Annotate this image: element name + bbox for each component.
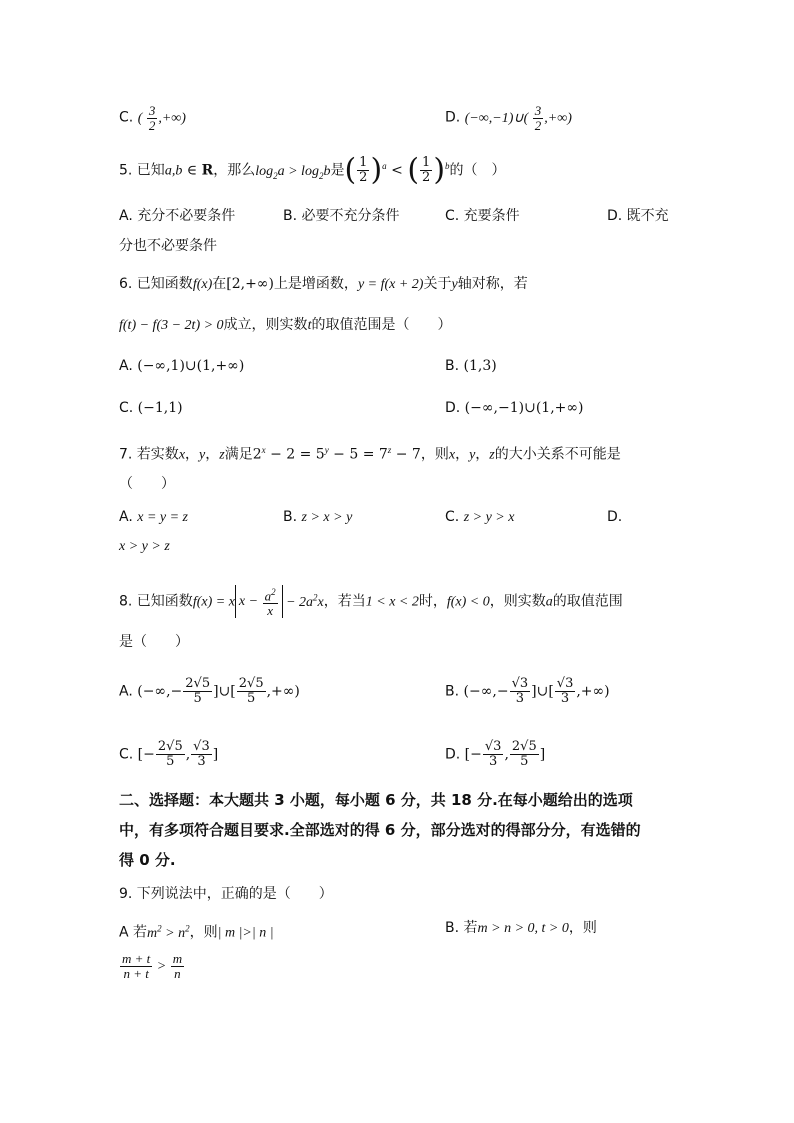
q6-option-c: C. (−1,1) (119, 400, 183, 416)
section2-heading-line2: 中，有多项符合题目要求.全部选对的得 6 分，部分选对的得部分分，有选错的 (119, 821, 641, 839)
q7-option-a: A. x = y = z (119, 509, 189, 525)
q8-option-d: D. [− $\frac{√3}{3}$ , $\frac{2√5}{5}$ ] (445, 739, 546, 769)
q5-option-d: D. 既不充 (607, 208, 669, 224)
q9-option-a: A 若$m^2 > n^2$，则| m |>| n | (119, 923, 274, 941)
q8-stem: 8. 已知函数f(x) = x x − $\frac{a^2}{x}$ − $2a^2x$，若当1 < x < 2时，f(x) < 0，则实数a的取值范围 (119, 587, 623, 619)
q7-option-d-value: x > y > z (119, 539, 170, 554)
section2-heading-line3: 得 0 分. (119, 851, 176, 869)
q4-option-c: C. ( $\frac{3}{2}$ ,+∞) (119, 103, 186, 133)
q4-option-d: D. (−∞,−1)∪( $\frac{3}{2}$ ,+∞) (445, 103, 572, 133)
q8-option-c: C. [− $\frac{2√5}{5}$ , $\frac{√3}{3}$ ] (119, 739, 219, 769)
q5-option-d-cont: 分也不必要条件 (119, 238, 217, 254)
q7-option-b: B. z > x > y (283, 509, 353, 525)
q6-stem-2: f(t) − f(3 − 2t) > 0成立，则实数t的取值范围是（ ） (119, 317, 452, 333)
q9-stem: 9. 下列说法中，正确的是（ ） (119, 886, 333, 902)
section2-heading-line1: 二、选择题：本大题共 3 小题，每小题 6 分，共 18 分.在每小题给出的选项 (119, 791, 633, 809)
q5-option-b: B. 必要不充分条件 (283, 208, 400, 224)
q7-option-c: C. z > y > x (445, 509, 515, 525)
q8-stem-2: 是（ ） (119, 634, 189, 650)
q7-option-d: D. (607, 509, 623, 525)
q8-option-a: A. (−∞,− $\frac{2√5}{5}$ ]∪[ $\frac{2√5}{5}$ ,+∞) (119, 676, 300, 706)
q9-option-b-formula: $\frac{m + t}{n + t}$ > $\frac{m}{n}$ (122, 951, 183, 981)
q7-stem: 7. 若实数x，y，z满足$2^x - 2 = 5^y - 5 = 7^z - 7$，则x，y，z的大小关系不可能是 (119, 445, 621, 463)
q5-option-c: C. 充要条件 (445, 208, 520, 224)
q9-option-b: B. 若m > n > 0, t > 0，则 (445, 920, 597, 936)
q5-stem: 5. 已知a,b ∈ R，那么$\log_2a > \log_2b$是( $\frac{1}{2}$ )$^a$ < ( $\frac{1}{2}$ )$^b$的（ ） (119, 152, 506, 188)
q5-option-a: A. 充分不必要条件 (119, 208, 236, 224)
q7-paren: （ ） (119, 476, 175, 492)
q6-option-b: B. (1,3) (445, 358, 497, 374)
q8-option-b: B. (−∞,− $\frac{√3}{3}$ ]∪[ $\frac{√3}{3}$ ,+∞) (445, 676, 610, 706)
q6-option-a: A. (−∞,1)∪(1,+∞) (119, 358, 245, 374)
q6-option-d: D. (−∞,−1)∪(1,+∞) (445, 400, 584, 416)
q6-stem: 6. 已知函数f(x)在[2,+∞)上是增函数，y = f(x + 2)关于y轴对称，若 (119, 276, 528, 292)
